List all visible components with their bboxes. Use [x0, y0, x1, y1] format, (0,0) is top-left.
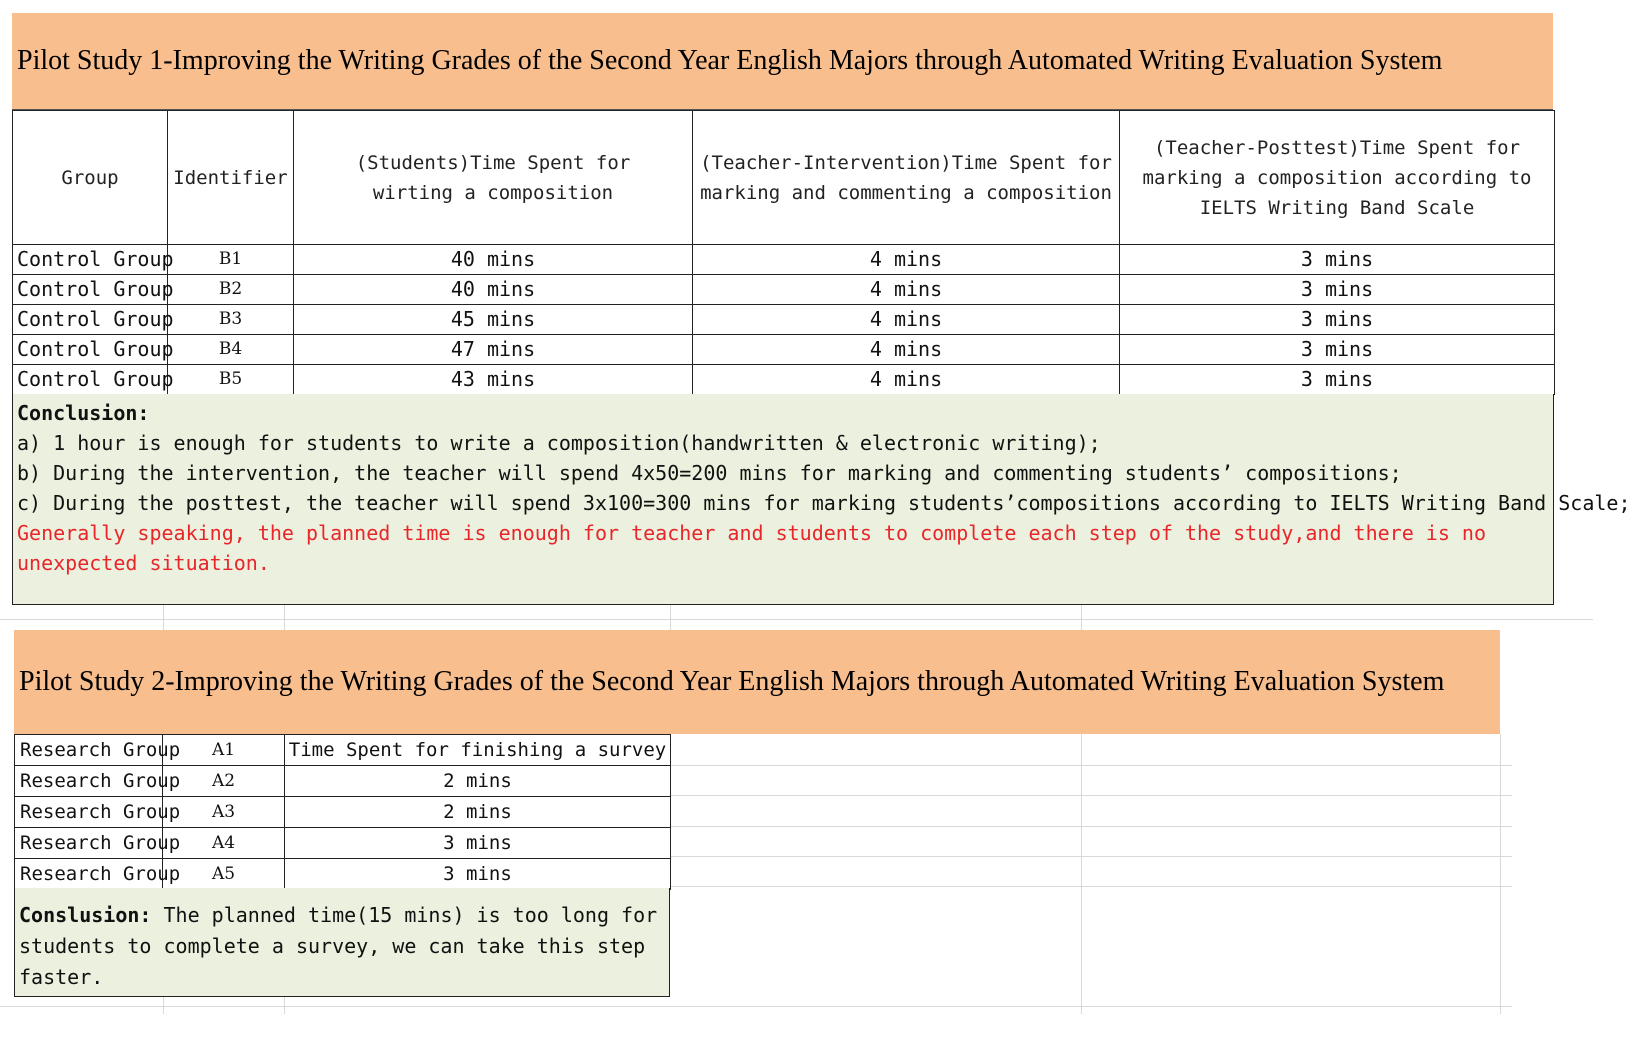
table-row — [13, 305, 1555, 335]
students-time-cell[interactable]: 40 mins — [294, 245, 693, 275]
table-row — [15, 797, 671, 828]
identifier-cell[interactable]: A1 — [163, 735, 285, 766]
table-row — [15, 766, 671, 797]
conclusion-item-b: b) During the intervention, the teacher will spend 4x50=200 mins for marking and commenting students’ compositions; — [17, 461, 1402, 485]
identifier-cell[interactable]: B3 — [168, 305, 294, 335]
group-cell[interactable]: Control Group — [13, 365, 168, 395]
students-time-cell[interactable]: 47 mins — [294, 335, 693, 365]
students-time-cell[interactable]: 40 mins — [294, 275, 693, 305]
identifier-cell[interactable]: B5 — [168, 365, 294, 395]
study1-table — [12, 110, 1555, 395]
students-time-cell[interactable]: 45 mins — [294, 305, 693, 335]
survey-time-cell[interactable]: 3 mins — [285, 828, 671, 859]
group-cell[interactable]: Control Group — [13, 275, 168, 305]
group-cell[interactable]: Control Group — [13, 335, 168, 365]
identifier-cell[interactable]: A4 — [163, 828, 285, 859]
group-cell[interactable]: Research Group — [15, 735, 163, 766]
study2-title: Pilot Study 2-Improving the Writing Grades of the Second Year English Majors through Automated Writing Evaluation System — [14, 630, 1500, 734]
table-row — [15, 735, 671, 766]
study1-title: Pilot Study 1-Improving the Writing Grades of the Second Year English Majors through Automated Writing Evaluation System — [12, 13, 1553, 110]
survey-time-cell[interactable]: 3 mins — [285, 859, 671, 890]
group-cell[interactable]: Research Group — [15, 828, 163, 859]
header-identifier[interactable]: Identifier — [168, 111, 294, 245]
identifier-cell[interactable]: A5 — [163, 859, 285, 890]
intervention-time-cell[interactable]: 4 mins — [693, 365, 1120, 395]
table-row — [15, 859, 671, 890]
identifier-cell[interactable]: B4 — [168, 335, 294, 365]
table-row — [13, 245, 1555, 275]
group-cell[interactable]: Research Group — [15, 859, 163, 890]
survey-time-cell[interactable]: 2 mins — [285, 766, 671, 797]
group-cell[interactable]: Research Group — [15, 797, 163, 828]
identifier-cell[interactable]: B1 — [168, 245, 294, 275]
intervention-time-cell[interactable]: 4 mins — [693, 245, 1120, 275]
header-students-time[interactable]: (Students)Time Spent for wirting a composition — [294, 111, 693, 245]
intervention-time-cell[interactable]: 4 mins — [693, 305, 1120, 335]
posttest-time-cell[interactable]: 3 mins — [1120, 245, 1555, 275]
group-cell[interactable]: Research Group — [15, 766, 163, 797]
survey-time-cell[interactable]: 2 mins — [285, 797, 671, 828]
conclusion-text: The planned time(15 mins) is too long for students to complete a survey, we can take this step faster. — [19, 903, 658, 989]
posttest-time-cell[interactable]: 3 mins — [1120, 275, 1555, 305]
table-row — [15, 828, 671, 859]
survey-time-cell[interactable]: Time Spent for finishing a survey — [285, 735, 671, 766]
identifier-cell[interactable]: A2 — [163, 766, 285, 797]
conclusion-label: Conslusion: — [19, 903, 152, 927]
intervention-time-cell[interactable]: 4 mins — [693, 275, 1120, 305]
table-row — [13, 365, 1555, 395]
study1-header-row — [13, 111, 1555, 245]
posttest-time-cell[interactable]: 3 mins — [1120, 335, 1555, 365]
posttest-time-cell[interactable]: 3 mins — [1120, 365, 1555, 395]
study2-conclusion-cell[interactable] — [14, 888, 670, 997]
posttest-time-cell[interactable]: 3 mins — [1120, 305, 1555, 335]
header-group[interactable]: Group — [13, 111, 168, 245]
group-cell[interactable]: Control Group — [13, 305, 168, 335]
conclusion-summary: Generally speaking, the planned time is enough for teacher and students to complete each step of the study,and there is no unexpected situation. — [17, 521, 1487, 575]
table-row — [13, 335, 1555, 365]
study2-table — [14, 734, 671, 890]
header-teacher-intervention[interactable]: (Teacher-Intervention)Time Spent for marking and commenting a composition — [693, 111, 1120, 245]
group-cell[interactable]: Control Group — [13, 245, 168, 275]
identifier-cell[interactable]: A3 — [163, 797, 285, 828]
intervention-time-cell[interactable]: 4 mins — [693, 335, 1120, 365]
conclusion-item-c: c) During the posttest, the teacher will spend 3x100=300 mins for marking students’compositions according to IELTS Writing Band Scale; — [17, 491, 1631, 515]
header-teacher-posttest[interactable]: (Teacher-Posttest)Time Spent for marking a composition according to IELTS Writing Band Scale — [1120, 111, 1555, 245]
study1-conclusion-cell[interactable] — [12, 394, 1631, 605]
table-row — [13, 275, 1555, 305]
identifier-cell[interactable]: B2 — [168, 275, 294, 305]
students-time-cell[interactable]: 43 mins — [294, 365, 693, 395]
conclusion-item-a: a) 1 hour is enough for students to write a composition(handwritten & electronic writing); — [17, 431, 1101, 455]
conclusion-label: Conclusion: — [17, 401, 150, 425]
